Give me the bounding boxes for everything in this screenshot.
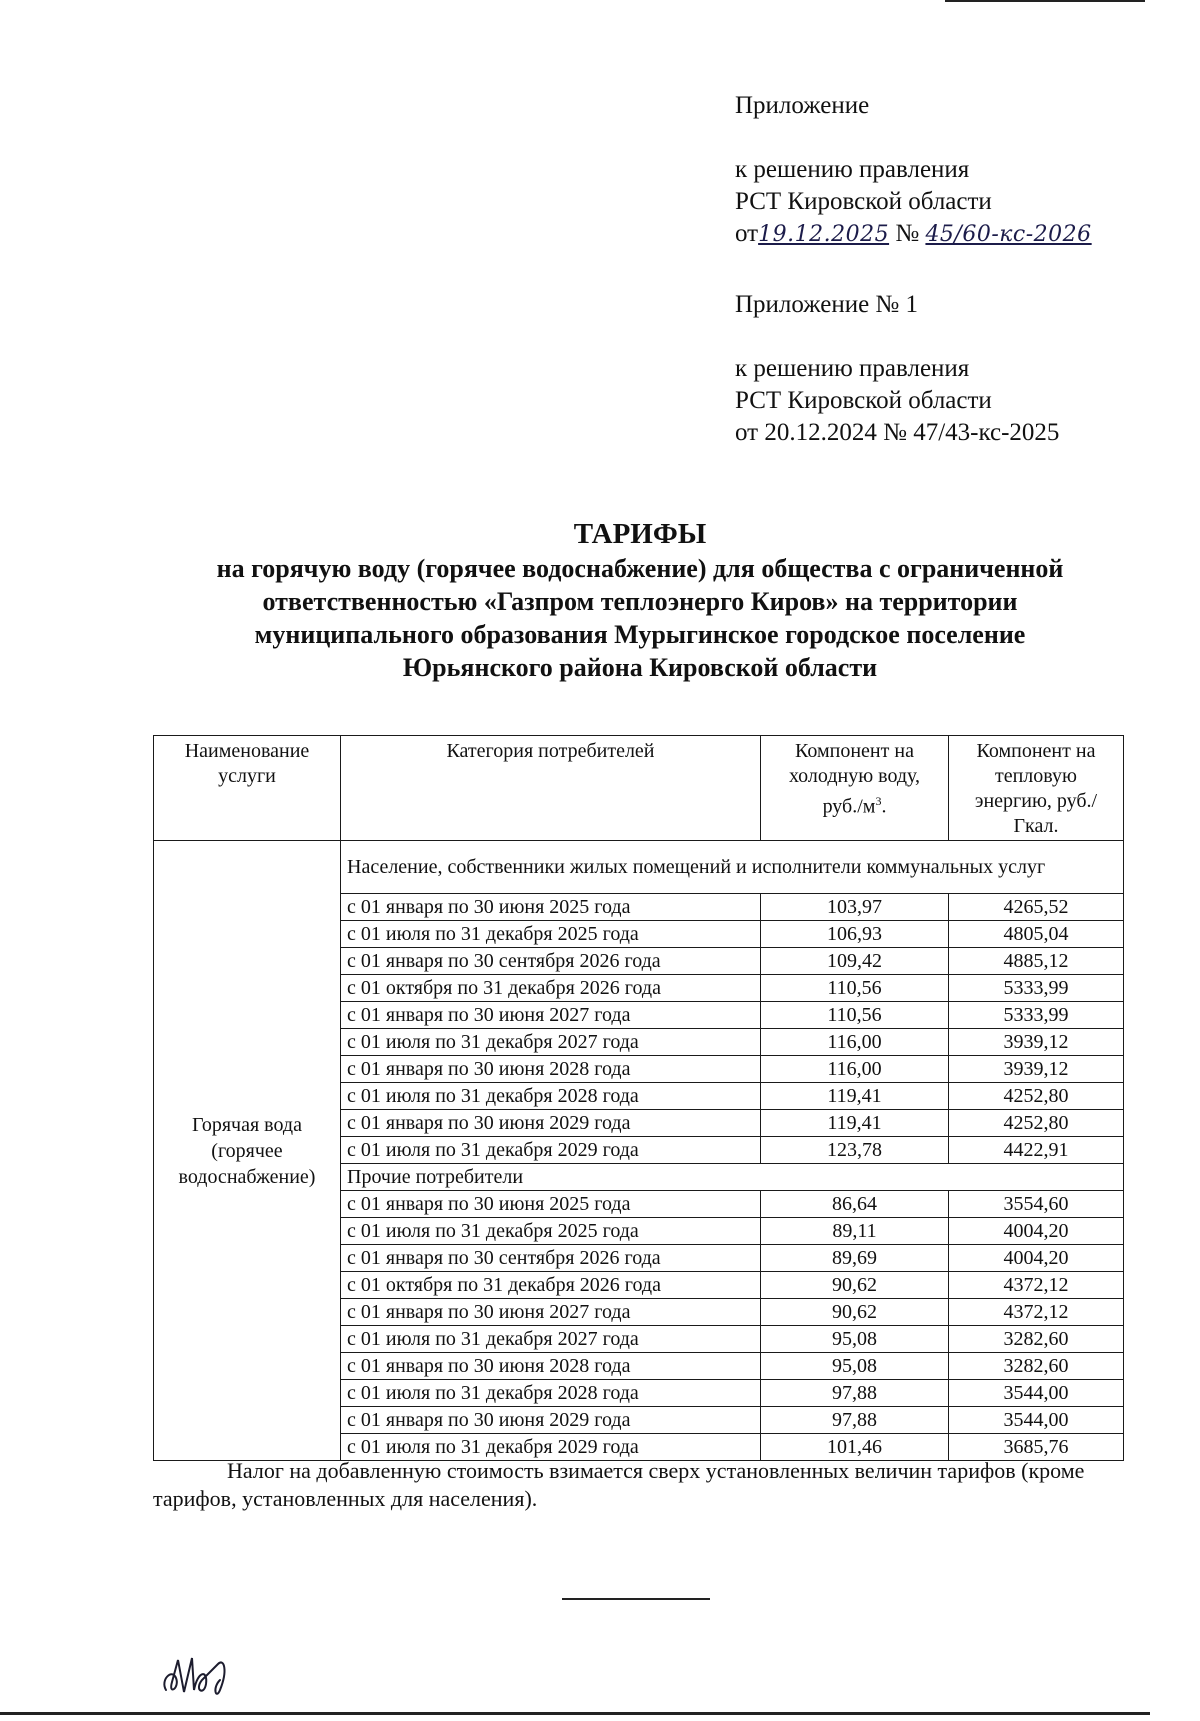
header-cold-water-unit-power: 3 — [875, 794, 882, 808]
cold-water-value: 103,97 — [761, 894, 949, 921]
header-service: Наименование услуги — [154, 736, 341, 841]
period-cell: с 01 июля по 31 декабря 2028 года — [341, 1380, 761, 1407]
heading-line-1: на горячую воду (горячее водоснабжение) для общества с ограниченной — [216, 554, 1064, 583]
appendix-authority-line: РСТ Кировской области — [735, 188, 992, 215]
from-label: от — [735, 220, 759, 247]
cold-water-value: 110,56 — [761, 975, 949, 1002]
bottom-edge-rule — [0, 1712, 1150, 1715]
appendix-title: Приложение — [735, 92, 870, 119]
header-cold-water-text: Компонент на холодную воду, — [788, 740, 921, 787]
period-cell: с 01 января по 30 июня 2028 года — [341, 1056, 761, 1083]
heat-energy-value: 3544,00 — [949, 1380, 1124, 1407]
top-edge-rule — [945, 0, 1145, 2]
cold-water-value: 123,78 — [761, 1137, 949, 1164]
heat-energy-value: 5333,99 — [949, 975, 1124, 1002]
handwritten-date: 19.12.2025 — [758, 222, 890, 247]
header-cold-water-tail: . — [881, 795, 887, 818]
category-cell: Прочие потребители — [341, 1164, 1124, 1191]
appendix-current — [735, 90, 1092, 251]
heat-energy-value: 3939,12 — [949, 1056, 1124, 1083]
cold-water-value: 97,88 — [761, 1407, 949, 1434]
cold-water-value: 97,88 — [761, 1380, 949, 1407]
cold-water-value: 116,00 — [761, 1056, 949, 1083]
category-row — [154, 841, 1124, 894]
period-cell: с 01 июля по 31 декабря 2028 года — [341, 1083, 761, 1110]
tariff-table — [153, 735, 1124, 1461]
appendix-original-authority-line: РСТ Кировской области — [735, 387, 992, 414]
period-cell: с 01 января по 30 июня 2029 года — [341, 1407, 761, 1434]
period-cell: с 01 января по 30 июня 2025 года — [341, 894, 761, 921]
heading-line-3: муниципального образования Мурыгинское городское поселение — [254, 620, 1026, 649]
heat-energy-value: 4372,12 — [949, 1272, 1124, 1299]
header-cold-water-unit: руб./м — [822, 795, 876, 818]
period-cell: с 01 января по 30 июня 2027 года — [341, 1002, 761, 1029]
cold-water-value: 119,41 — [761, 1110, 949, 1137]
signature-mark — [158, 1640, 258, 1705]
heat-energy-value: 5333,99 — [949, 1002, 1124, 1029]
heading-line-4: Юрьянского района Кировской области — [402, 653, 878, 682]
period-cell: с 01 января по 30 июня 2027 года — [341, 1299, 761, 1326]
period-cell: с 01 октября по 31 декабря 2026 года — [341, 975, 761, 1002]
period-cell: с 01 января по 30 сентября 2026 года — [341, 948, 761, 975]
heat-energy-value: 4252,80 — [949, 1083, 1124, 1110]
category-cell: Население, собственники жилых помещений и исполнители коммунальных услуг — [341, 841, 1124, 894]
cold-water-value: 89,69 — [761, 1245, 949, 1272]
header-category: Категория потребителей — [341, 736, 761, 841]
heat-energy-value: 3939,12 — [949, 1029, 1124, 1056]
period-cell: с 01 июля по 31 декабря 2027 года — [341, 1029, 761, 1056]
period-cell: с 01 октября по 31 декабря 2026 года — [341, 1272, 761, 1299]
appendix-original-title: Приложение № 1 — [735, 291, 919, 318]
cold-water-value: 106,93 — [761, 921, 949, 948]
header-heat-energy: Компонент на тепловую энергию, руб./Гкал. — [949, 736, 1124, 841]
cold-water-value: 89,11 — [761, 1218, 949, 1245]
cold-water-value: 95,08 — [761, 1326, 949, 1353]
period-cell: с 01 января по 30 июня 2028 года — [341, 1353, 761, 1380]
service-name-cell: Горячая вода (горячее водоснабжение) — [154, 841, 341, 1461]
cold-water-value: 119,41 — [761, 1083, 949, 1110]
heat-energy-value: 3282,60 — [949, 1353, 1124, 1380]
handwritten-number: 45/60-кс-2026 — [925, 222, 1092, 247]
header-cold-water — [761, 736, 949, 841]
cold-water-value: 110,56 — [761, 1002, 949, 1029]
heat-energy-value: 3685,76 — [949, 1434, 1124, 1461]
heat-energy-value: 3282,60 — [949, 1326, 1124, 1353]
appendix-original-reference: от 20.12.2024 № 47/43-кс-2025 — [735, 419, 1060, 446]
appendix-reference-line — [735, 218, 1092, 251]
cold-water-value: 101,46 — [761, 1434, 949, 1461]
heat-energy-value: 4265,52 — [949, 894, 1124, 921]
table-header-row — [154, 736, 1124, 841]
period-cell: с 01 января по 30 июня 2029 года — [341, 1110, 761, 1137]
heat-energy-value: 4372,12 — [949, 1299, 1124, 1326]
period-cell: с 01 июля по 31 декабря 2025 года — [341, 921, 761, 948]
appendix-decision-line: к решению правления — [735, 156, 970, 183]
period-cell: с 01 июля по 31 декабря 2029 года — [341, 1137, 761, 1164]
heading-title: ТАРИФЫ — [573, 518, 707, 550]
cold-water-value: 109,42 — [761, 948, 949, 975]
heat-energy-value: 3544,00 — [949, 1407, 1124, 1434]
document-heading — [80, 516, 1200, 684]
appendix-original — [735, 289, 1059, 449]
cold-water-value: 90,62 — [761, 1272, 949, 1299]
heat-energy-value: 4885,12 — [949, 948, 1124, 975]
heading-line-2: ответственностью «Газпром теплоэнерго Киров» на территории — [262, 587, 1018, 616]
appendix-original-decision-line: к решению правления — [735, 355, 970, 382]
cold-water-value: 86,64 — [761, 1191, 949, 1218]
number-label: № — [895, 220, 920, 247]
end-rule — [562, 1598, 710, 1600]
cold-water-value: 90,62 — [761, 1299, 949, 1326]
heat-energy-value: 4004,20 — [949, 1218, 1124, 1245]
period-cell: с 01 июля по 31 декабря 2027 года — [341, 1326, 761, 1353]
period-cell: с 01 января по 30 сентября 2026 года — [341, 1245, 761, 1272]
period-cell: с 01 июля по 31 декабря 2025 года — [341, 1218, 761, 1245]
period-cell: с 01 января по 30 июня 2025 года — [341, 1191, 761, 1218]
heat-energy-value: 3554,60 — [949, 1191, 1124, 1218]
cold-water-value: 95,08 — [761, 1353, 949, 1380]
cold-water-value: 116,00 — [761, 1029, 949, 1056]
heat-energy-value: 4004,20 — [949, 1245, 1124, 1272]
vat-note: Налог на добавленную стоимость взимается сверх установленных величин тарифов (кроме тарифов, установленных для населения). — [153, 1458, 1085, 1511]
period-cell: с 01 июля по 31 декабря 2029 года — [341, 1434, 761, 1461]
heat-energy-value: 4422,91 — [949, 1137, 1124, 1164]
heat-energy-value: 4805,04 — [949, 921, 1124, 948]
heat-energy-value: 4252,80 — [949, 1110, 1124, 1137]
